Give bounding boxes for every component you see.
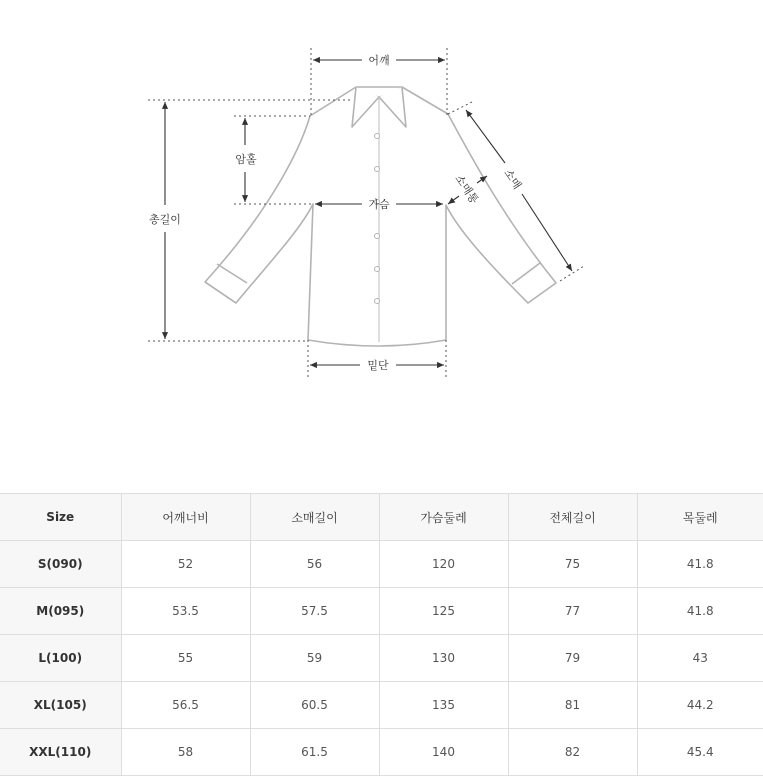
label-hem: 밑단	[367, 359, 389, 372]
table-cell: 135	[379, 682, 508, 729]
size-cell: L(100)	[0, 635, 121, 682]
table-cell: 56	[250, 541, 379, 588]
table-cell: 55	[121, 635, 250, 682]
table-row	[0, 588, 763, 635]
size-cell: M(095)	[0, 588, 121, 635]
table-header-row	[0, 494, 763, 541]
table-cell: 53.5	[121, 588, 250, 635]
table-cell: 120	[379, 541, 508, 588]
table-cell: 61.5	[250, 729, 379, 776]
label-total-length: 총길이	[149, 213, 181, 226]
table-cell: 130	[379, 635, 508, 682]
label-armhole: 암홀	[235, 153, 257, 166]
header-chest-circumference: 가슴둘레	[379, 494, 508, 541]
table-cell: 60.5	[250, 682, 379, 729]
table-cell: 58	[121, 729, 250, 776]
size-cell: S(090)	[0, 541, 121, 588]
label-chest: 가슴	[368, 198, 390, 211]
table-row	[0, 541, 763, 588]
table-cell: 77	[508, 588, 637, 635]
table-cell: 75	[508, 541, 637, 588]
table-cell: 44.2	[637, 682, 763, 729]
table-cell: 79	[508, 635, 637, 682]
shirt-illustration	[205, 87, 556, 346]
table-cell: 140	[379, 729, 508, 776]
table-row	[0, 682, 763, 729]
table-cell: 56.5	[121, 682, 250, 729]
size-cell: XL(105)	[0, 682, 121, 729]
table-cell: 45.4	[637, 729, 763, 776]
table-cell: 41.8	[637, 588, 763, 635]
table-cell: 43	[637, 635, 763, 682]
table-cell: 52	[121, 541, 250, 588]
table-cell: 41.8	[637, 541, 763, 588]
size-table	[0, 493, 763, 776]
table-row	[0, 635, 763, 682]
table-cell: 81	[508, 682, 637, 729]
table-cell: 82	[508, 729, 637, 776]
label-sleeve: 소매	[501, 166, 524, 192]
label-sleeve-width: 소매통	[452, 172, 481, 207]
header-sleeve-length: 소매길이	[250, 494, 379, 541]
size-cell: XXL(110)	[0, 729, 121, 776]
table-cell: 125	[379, 588, 508, 635]
table-cell: 57.5	[250, 588, 379, 635]
header-shoulder-width: 어깨너비	[121, 494, 250, 541]
header-size: Size	[0, 494, 121, 541]
header-neck-circumference: 목둘레	[637, 494, 763, 541]
table-row	[0, 729, 763, 776]
label-shoulder: 어깨	[368, 54, 390, 67]
table-cell: 59	[250, 635, 379, 682]
header-total-length: 전체길이	[508, 494, 637, 541]
